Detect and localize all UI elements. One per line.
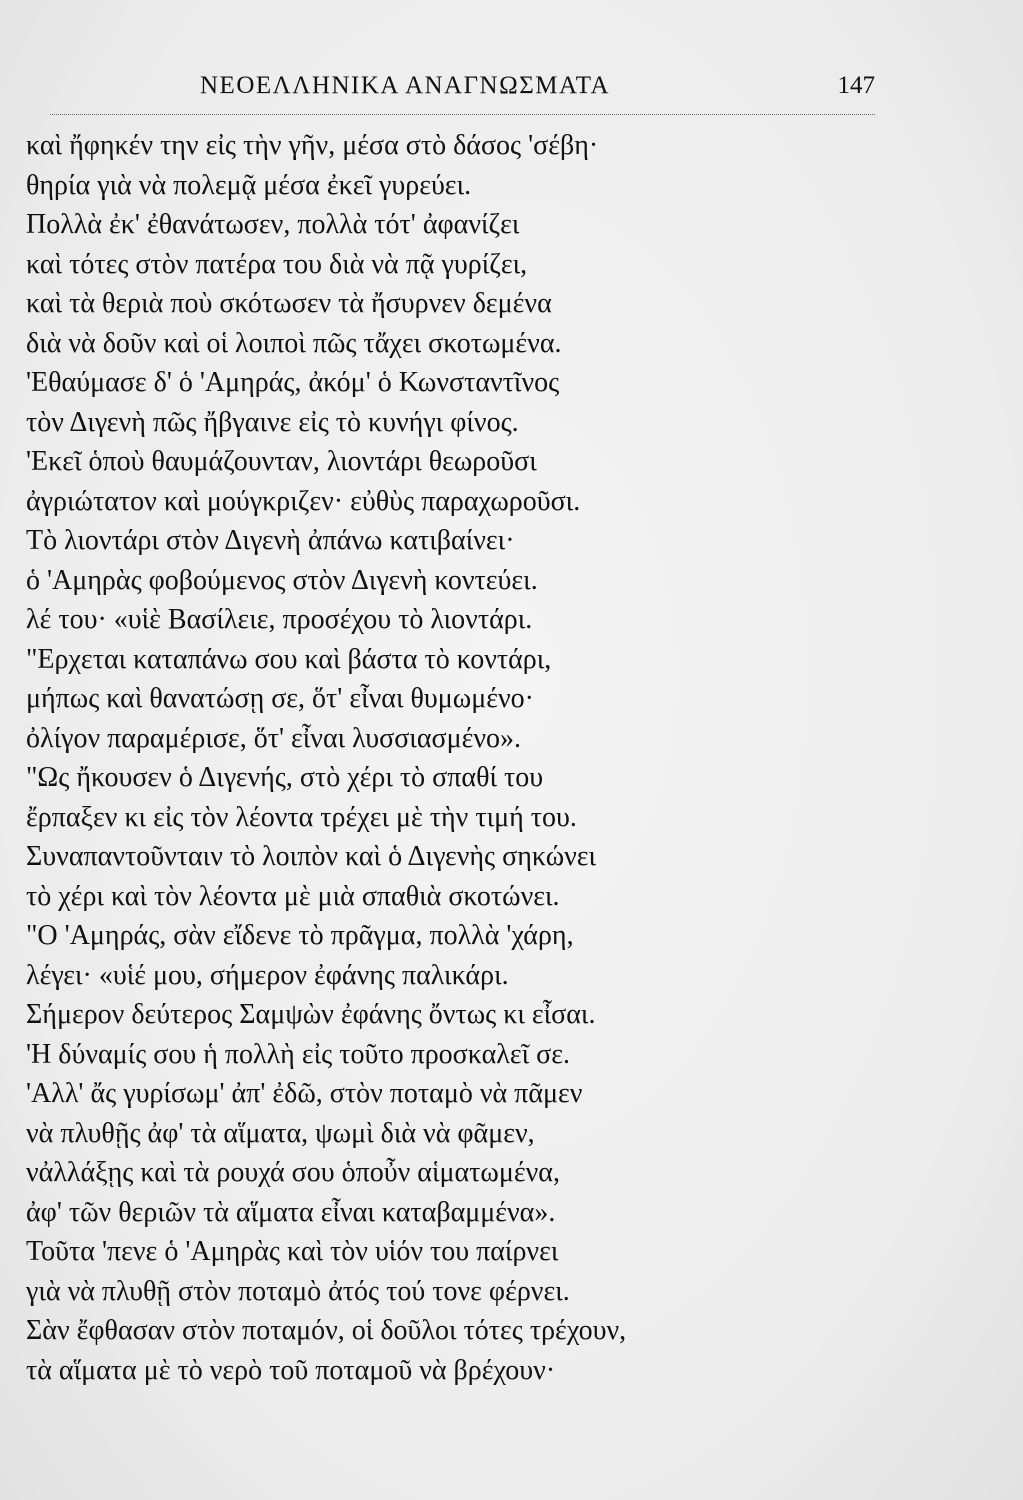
poem-line: Τοῦτα 'πενε ὁ 'Αμηρὰς καὶ τὸν υἱόν του παίρνει (26, 1236, 559, 1267)
poem-line: ὀλίγον παραμέρισε, ὅτ' εἶναι λυσσιασμένο». (26, 722, 522, 754)
poem-line: ἔρπαξεν κι εἰς τὸν λέοντα τρέχει μὲ τὴν τιμή του. (26, 801, 577, 833)
poem-line: Πολλὰ ἐκ' ἐθανάτωσεν, πολλὰ τότ' ἀφανίζει (26, 209, 520, 240)
poem-line: μήπως καὶ θανατώσῃ σε, ὅτ' εἶναι θυμωμένο· (26, 683, 534, 714)
poem-line: νὰ πλυθῇς ἀφ' τὰ αἵματα, ψωμὶ διὰ νὰ φᾶμεν, (26, 1117, 535, 1149)
poem-line: ἀφ' τῶν θεριῶν τὰ αἵματα εἶναι καταβαμμένα». (26, 1196, 556, 1228)
poem-line: νἀλλάξῃς καὶ τὰ ρουχά σου ὁποὖν αἱματωμένα, (26, 1157, 560, 1188)
poem-line: "Ως ἤκουσεν ὁ Διγενής, στὸ χέρι τὸ σπαθί του (26, 762, 544, 793)
page-header (30, 68, 875, 108)
header-rule (50, 114, 875, 115)
poem-line: γιὰ νὰ πλυθῇ στὸν ποταμὸ ἀτός τού τονε φέρνει. (26, 1275, 570, 1307)
poem-line: τὰ αἵματα μὲ τὸ νερὸ τοῦ ποταμοῦ νὰ βρέχουν· (26, 1354, 556, 1386)
poem-line: διὰ νὰ δοῦν καὶ οἱ λοιποὶ πῶς τἄχει σκοτωμένα. (26, 327, 562, 359)
poem-line: "Ερχεται καταπάνω σου καὶ βάστα τὸ κοντάρι, (26, 643, 552, 675)
poem-text (26, 126, 876, 1390)
page-number: 147 (837, 72, 875, 99)
poem-line: λέγει· «υἱέ μου, σήμερον ἐφάνης παλικάρι. (26, 959, 509, 991)
poem-line: τὸ χέρι καὶ τὸν λέοντα μὲ μιὰ σπαθιὰ σκοτώνει. (26, 880, 560, 912)
poem-line: καὶ τότες στὸν πατέρα του διὰ νὰ πᾷ γυρίζει, (26, 248, 528, 280)
poem-line: 'Εκεῖ ὁποὺ θαυμάζουνταν, λιοντάρι θεωροῦσι (26, 446, 537, 477)
poem-line: Σὰν ἔφθασαν στὸν ποταμόν, οἱ δοῦλοι τότες τρέχουν, (26, 1315, 627, 1346)
poem-line: λέ του· «υἱὲ Βασίλειε, προσέχου τὸ λιοντάρι. (26, 604, 533, 635)
poem-line: Τὸ λιοντάρι στὸν Διγενὴ ἀπάνω κατιβαίνει· (26, 525, 515, 556)
poem-line: ὁ 'Αμηρὰς φοβούμενος στὸν Διγενὴ κοντεύει. (26, 564, 538, 596)
poem-line: 'Εθαύμασε δ' ὁ 'Αμηράς, ἀκόμ' ὁ Κωνσταντῖνος (26, 367, 560, 398)
poem-line: Σήμερον δεύτερος Σαμψὼν ἐφάνης ὄντως κι εἶσαι. (26, 999, 596, 1030)
poem-line: θηρία γιὰ νὰ πολεμᾷ μέσα ἐκεῖ γυρεύει. (26, 169, 472, 201)
poem-line: 'Η δύναμίς σου ἡ πολλὴ εἰς τοῦτο προσκαλεῖ σε. (26, 1038, 571, 1070)
poem-line: "Ο 'Αμηράς, σὰν εἴδενε τὸ πρᾶγμα, πολλὰ 'χάρη, (26, 920, 574, 951)
running-title: ΝΕΟΕΛΛΗΝΙΚΑ ΑΝΑΓΝΩΣΜΑΤΑ (200, 72, 611, 99)
poem-line: καὶ τὰ θεριὰ ποὺ σκότωσεν τὰ ἤσυρνεν δεμένα (26, 288, 552, 319)
poem-line: Συναπαντοῦνταιν τὸ λοιπὸν καὶ ὁ Διγενὴς σηκώνει (26, 841, 597, 872)
poem-line: 'Αλλ' ἄς γυρίσωμ' ἀπ' ἐδῶ, στὸν ποταμὸ νὰ πᾶμεν (26, 1078, 583, 1109)
poem-line: ἀγριώτατον καὶ μούγκριζεν· εὐθὺς παραχωροῦσι. (26, 485, 581, 517)
poem-line: τὸν Διγενὴ πῶς ἤβγαινε εἰς τὸ κυνήγι φίνος. (26, 406, 519, 438)
poem-line: καὶ ἤφηκέν την εἰς τὴν γῆν, μέσα στὸ δάσος 'σέβη· (26, 130, 599, 161)
